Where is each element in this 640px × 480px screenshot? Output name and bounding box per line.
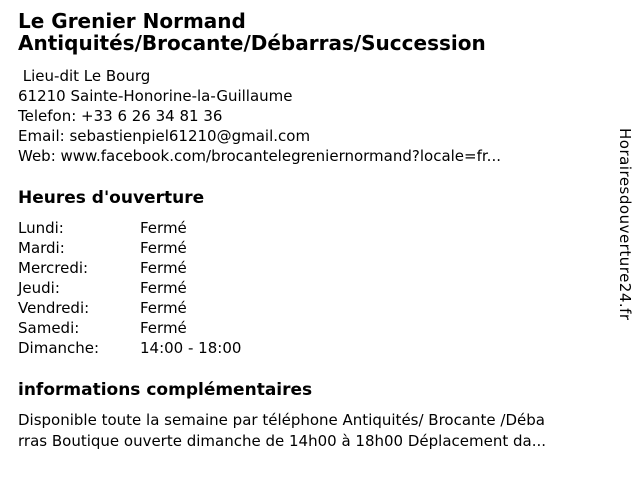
day-label: Jeudi:	[18, 279, 60, 297]
opening-hours-row	[18, 258, 618, 278]
day-hours: Fermé	[140, 319, 187, 337]
page-title: Le Grenier Normand Antiquités/Brocante/Débarras/Succession	[18, 9, 486, 55]
opening-hours-row	[18, 218, 618, 238]
watermark-vertical-brand: Horairesdouverture24.fr	[616, 128, 634, 321]
opening-hours-row	[18, 238, 618, 258]
day-hours: Fermé	[140, 299, 187, 317]
day-label: Mercredi:	[18, 259, 89, 277]
additional-info-line: rras Boutique ouverte dimanche de 14h00 à 18h00 Déplacement da...	[18, 432, 547, 450]
day-hours: 14:00 - 18:00	[140, 339, 242, 357]
listing-content	[18, 10, 618, 452]
opening-hours-row	[18, 298, 618, 318]
email-line: Email: sebastienpiel61210@gmail.com	[18, 127, 311, 145]
opening-hours-row	[18, 338, 618, 358]
additional-info-line: Disponible toute la semaine par téléphone Antiquités/ Brocante /Déba	[18, 411, 545, 429]
additional-info-block	[18, 410, 618, 452]
phone-line: Telefon: +33 6 26 34 81 36	[18, 107, 223, 125]
additional-info-heading: informations complémentaires	[18, 380, 313, 400]
day-label: Samedi:	[18, 319, 80, 337]
day-label: Vendredi:	[18, 299, 90, 317]
address-line-1: Lieu-dit Le Bourg	[18, 67, 151, 85]
web-line: Web: www.facebook.com/brocantelegreniernormand?locale=fr...	[18, 147, 501, 165]
address-line-2: 61210 Sainte-Honorine-la-Guillaume	[18, 87, 293, 105]
day-hours: Fermé	[140, 219, 187, 237]
opening-hours-row	[18, 278, 618, 298]
opening-hours-heading: Heures d'ouverture	[18, 188, 205, 208]
day-label: Dimanche:	[18, 339, 100, 357]
opening-hours-table	[18, 218, 618, 358]
day-hours: Fermé	[140, 279, 187, 297]
opening-hours-row	[18, 318, 618, 338]
day-hours: Fermé	[140, 239, 187, 257]
contact-block	[18, 66, 618, 166]
day-label: Mardi:	[18, 239, 65, 257]
day-hours: Fermé	[140, 259, 187, 277]
day-label: Lundi:	[18, 219, 64, 237]
